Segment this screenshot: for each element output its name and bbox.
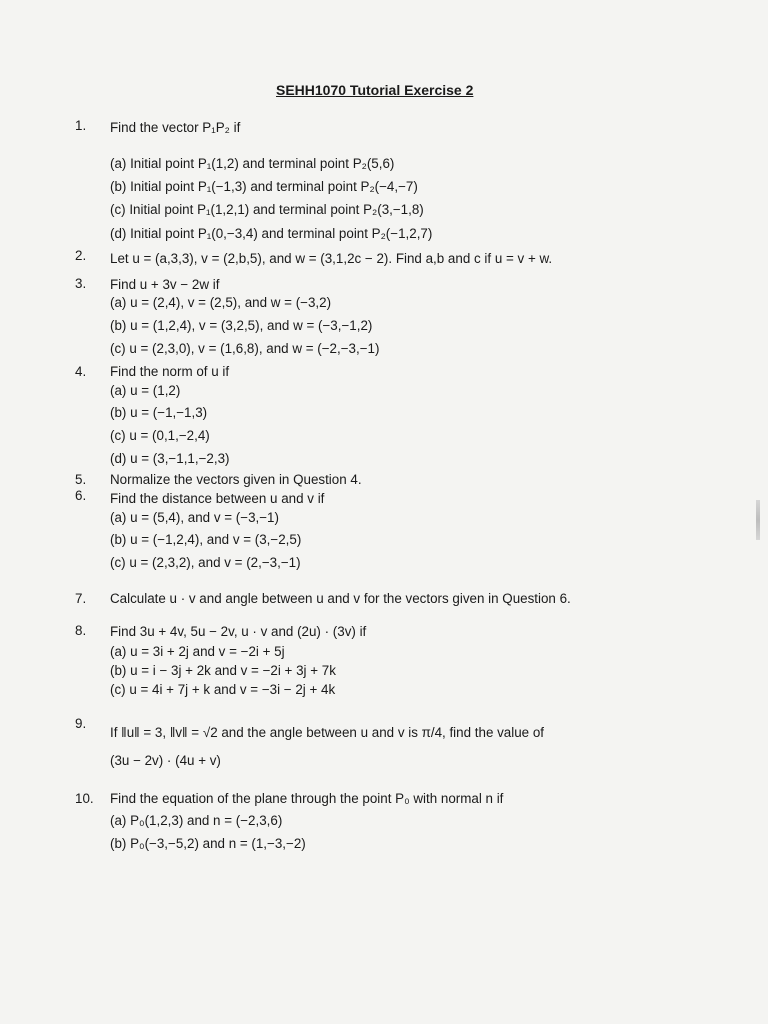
- q10-number: 10.: [75, 791, 94, 806]
- q4-part-a: (a) u = (1,2): [110, 383, 181, 398]
- q1-stem: Find the vector P₁P₂ if: [110, 120, 241, 135]
- page-title: SEHH1070 Tutorial Exercise 2: [276, 82, 474, 98]
- q9-line-2: (3u − 2v) · (4u + v): [110, 753, 221, 768]
- q2-text: Let u = (a,3,3), v = (2,b,5), and w = (3,1,2c − 2). Find a,b and c if u = v + w.: [110, 251, 553, 266]
- q7-text: Calculate u · v and angle between u and v for the vectors given in Question 6.: [110, 591, 571, 606]
- q4-part-b: (b) u = (−1,−1,3): [110, 405, 208, 420]
- q3-part-b: (b) u = (1,2,4), v = (3,2,5), and w = (−3,−1,2): [110, 318, 373, 333]
- q7-number: 7.: [75, 591, 87, 606]
- q10-stem: Find the equation of the plane through the point P₀ with normal n if: [110, 791, 504, 806]
- q9-number: 9.: [75, 716, 87, 731]
- q8-part-c: (c) u = 4i + 7j + k and v = −3i − 2j + 4k: [110, 682, 336, 697]
- q6-stem: Find the distance between u and v if: [110, 491, 325, 506]
- q9-line-1: If ‖u‖ = 3, ‖v‖ = √2 and the angle between u and v is π/4, find the value of: [110, 725, 545, 740]
- q10-part-b: (b) P₀(−3,−5,2) and n = (1,−3,−2): [110, 836, 306, 851]
- q4-part-c: (c) u = (0,1,−2,4): [110, 428, 210, 443]
- q1-part-a: (a) Initial point P₁(1,2) and terminal point P₂(5,6): [110, 156, 395, 171]
- q6-part-b: (b) u = (−1,2,4), and v = (3,−2,5): [110, 532, 302, 547]
- q5-number: 5.: [75, 472, 87, 487]
- q2-number: 2.: [75, 248, 87, 263]
- q8-number: 8.: [75, 623, 87, 638]
- q3-stem: Find u + 3v − 2w if: [110, 277, 220, 292]
- q6-number: 6.: [75, 488, 87, 503]
- q8-part-b: (b) u = i − 3j + 2k and v = −2i + 3j + 7k: [110, 663, 336, 678]
- q4-stem: Find the norm of u if: [110, 364, 230, 379]
- q5-text: Normalize the vectors given in Question 4.: [110, 472, 362, 487]
- q3-part-c: (c) u = (2,3,0), v = (1,6,8), and w = (−2,−3,−1): [110, 341, 380, 356]
- q1-number: 1.: [75, 118, 87, 133]
- q10-part-a: (a) P₀(1,2,3) and n = (−2,3,6): [110, 813, 283, 828]
- q8-part-a: (a) u = 3i + 2j and v = −2i + 5j: [110, 644, 285, 659]
- q3-number: 3.: [75, 276, 87, 291]
- q4-part-d: (d) u = (3,−1,1,−2,3): [110, 451, 230, 466]
- q1-part-c: (c) Initial point P₁(1,2,1) and terminal point P₂(3,−1,8): [110, 202, 424, 217]
- q1-part-b: (b) Initial point P₁(−1,3) and terminal point P₂(−4,−7): [110, 179, 418, 194]
- q1-part-d: (d) Initial point P₁(0,−3,4) and terminal point P₂(−1,2,7): [110, 226, 433, 241]
- scan-artifact: [756, 500, 760, 540]
- q6-part-c: (c) u = (2,3,2), and v = (2,−3,−1): [110, 555, 301, 570]
- q6-part-a: (a) u = (5,4), and v = (−3,−1): [110, 510, 279, 525]
- q3-part-a: (a) u = (2,4), v = (2,5), and w = (−3,2): [110, 295, 332, 310]
- q4-number: 4.: [75, 364, 87, 379]
- q8-stem: Find 3u + 4v, 5u − 2v, u · v and (2u) · (3v) if: [110, 624, 367, 639]
